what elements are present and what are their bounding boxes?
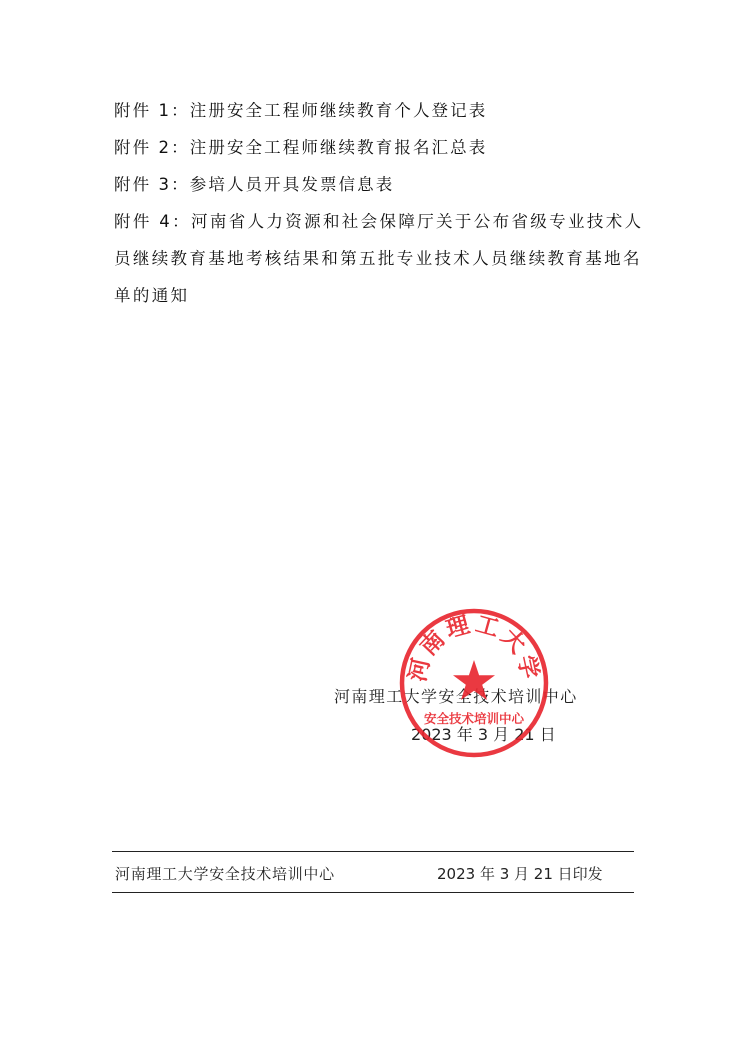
attachment-2: 附件 2：注册安全工程师继续教育报名汇总表 [114, 138, 488, 157]
footer-date: 2023 年 3 月 21 日印发 [437, 865, 603, 883]
footer-bottom-rule [112, 892, 634, 893]
attachment-4: 附件 4：河南省人力资源和社会保障厅关于公布省级专业技术人员继续教育基地考核结果和第五批专业技术人员继续教育基地名单的通知 [114, 212, 644, 305]
signature-organization: 河南理工大学安全技术培训中心 [334, 687, 578, 706]
footer-organization: 河南理工大学安全技术培训中心 [115, 865, 335, 883]
attachment-1: 附件 1：注册安全工程师继续教育个人登记表 [114, 101, 488, 120]
signature-date: 2023 年 3 月 21 日 [411, 725, 556, 744]
seal-star-icon [453, 660, 495, 700]
seal-arc-text: 河南理工大学 [404, 611, 544, 685]
attachment-list [114, 92, 644, 314]
attachment-3: 附件 3：参培人员开具发票信息表 [114, 175, 395, 194]
official-seal [399, 608, 549, 758]
footer-top-rule [112, 851, 634, 852]
seal-inner-text: 安全技术培训中心 [423, 711, 525, 726]
